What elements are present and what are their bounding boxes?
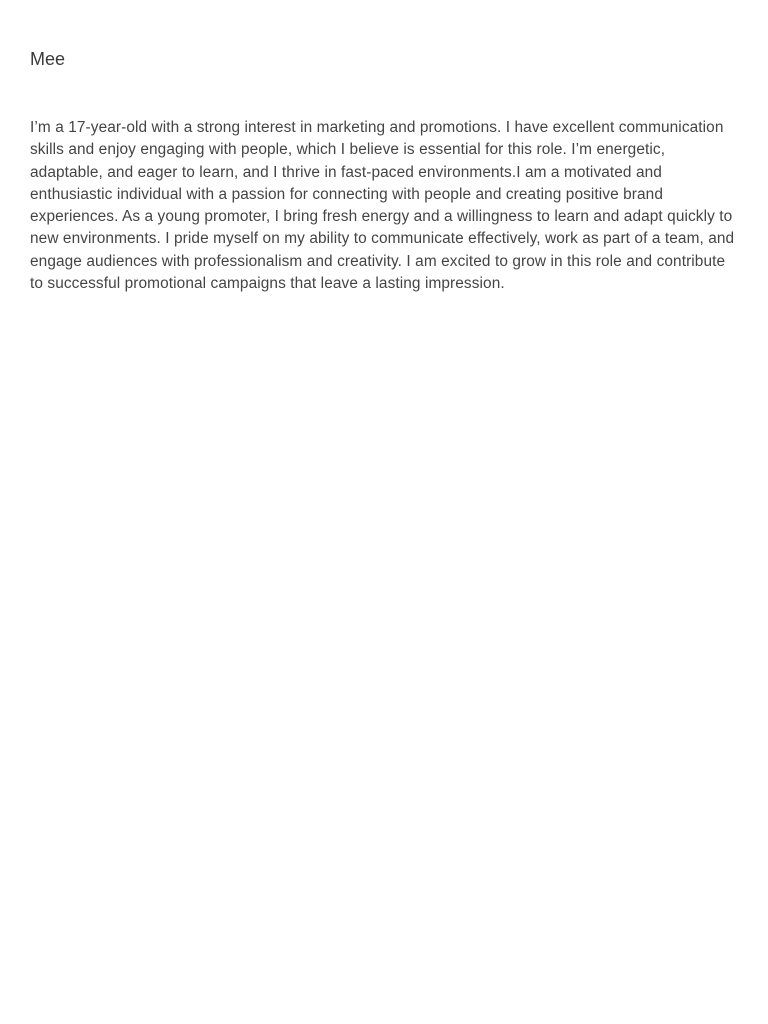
document-body-paragraph: I’m a 17-year-old with a strong interest in marketing and promotions. I have excellent communication skills and enjoy engaging with people, which I believe is essential for this role. I’m energetic, adaptable, and eager to learn, and I thrive in fast-paced environments.I am a motivated and enthusiastic individual with a passion for connecting with people and creating positive brand experiences. As a young promoter, I bring fresh energy and a willingness to learn and adapt quickly to new environments. I pride myself on my ability to communicate effectively, work as part of a team, and engage audiences with professionalism and creativity. I am excited to grow in this role and contribute to successful promotional campaigns that leave a lasting impression. [30,119,735,293]
document-title: Mee [30,49,66,69]
